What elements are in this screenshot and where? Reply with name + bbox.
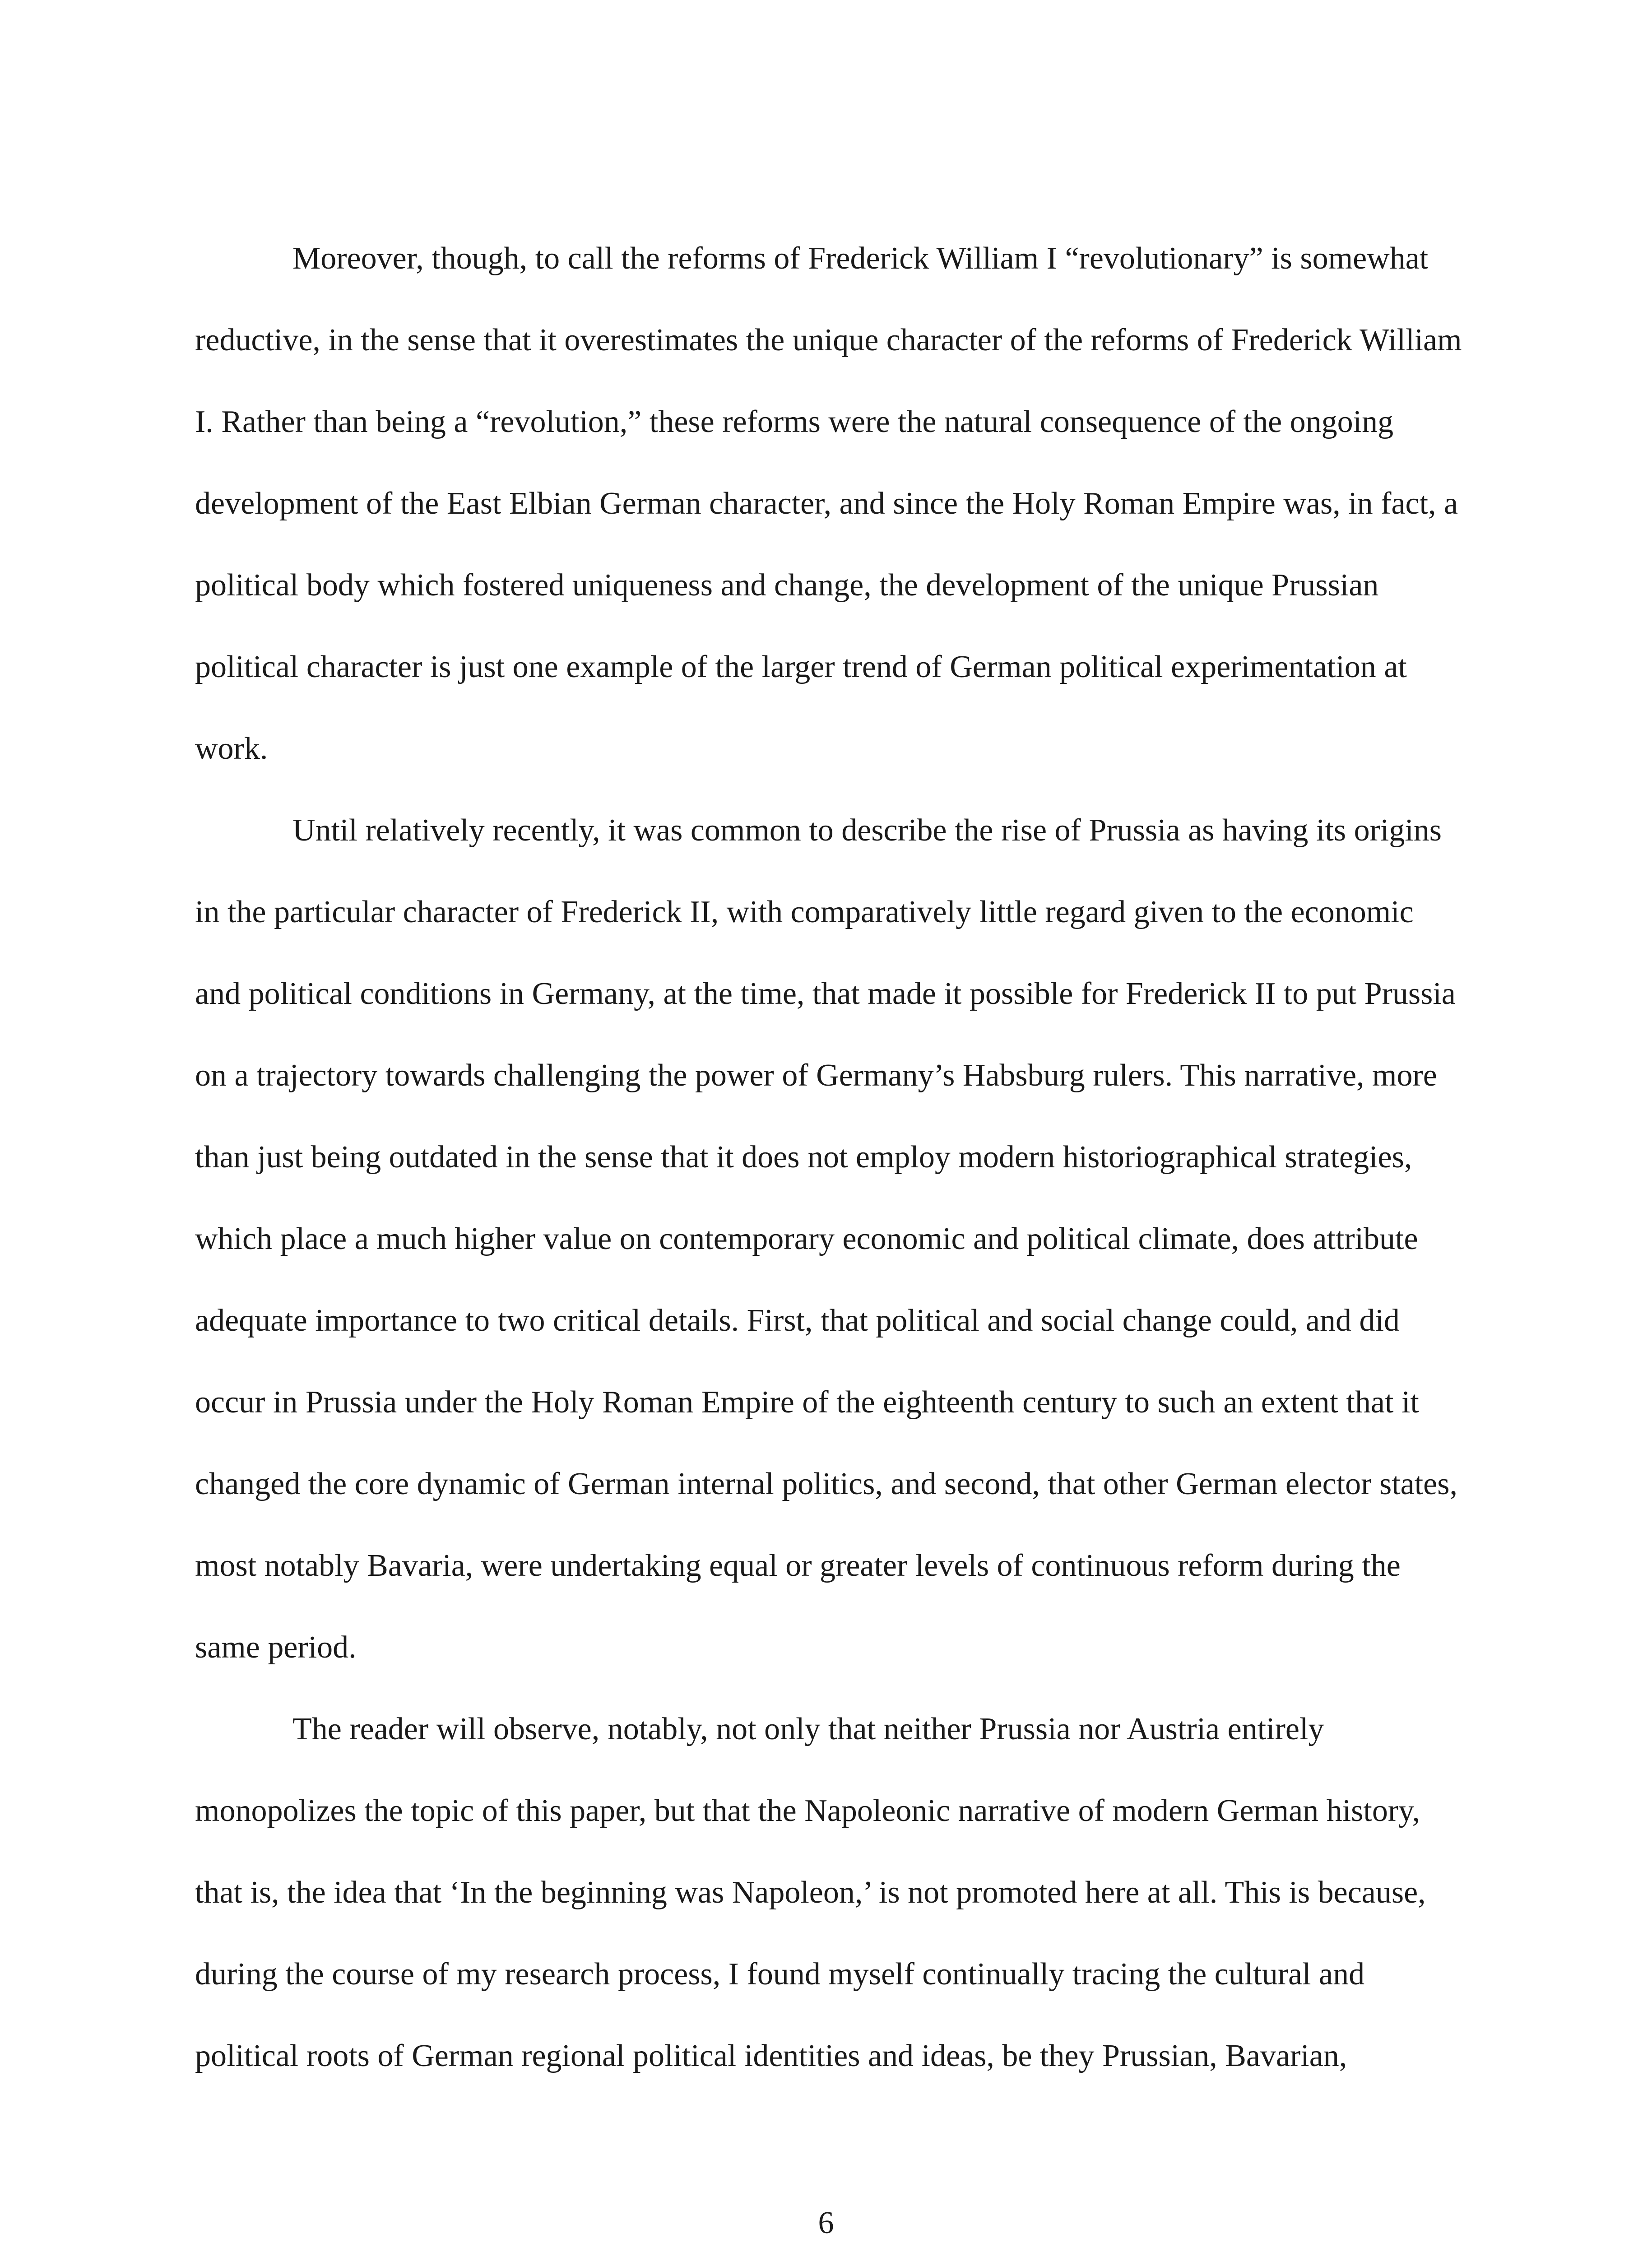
paragraph-1: Moreover, though, to call the reforms of Frederick William I “revolutionary” is somewhat reductive, in the sense that it overestimates the unique character of the reforms of Frederick William I. Rather than being a “revolution,” these reforms were the natural consequence of the ongoing development of the East Elbian German character, and since the Holy Roman Empire was, in fact, a political body which fostered uniqueness and change, the development of the unique Prussian political character is just one example of the larger trend of German political experimentation at work. [195,241,1462,766]
body-text [195,218,1463,2097]
page-number: 6 [818,2206,834,2240]
paragraph-3: The reader will observe, notably, not only that neither Prussia nor Austria entirely monopolizes the topic of this paper, but that the Napoleonic narrative of modern German history, that is, the idea that ‘In the beginning was Napoleon,’ is not promoted here at all. This is because, during the course of my research process, I found myself continually tracing the cultural and political roots of German regional political identities and ideas, be they Prussian, Bavarian, [195,1712,1426,2073]
paragraph-2: Until relatively recently, it was common to describe the rise of Prussia as having its origins in the particular character of Frederick II, with comparatively little regard given to the economic and political conditions in Germany, at the time, that made it possible for Frederick II to put Prussia on a trajectory towards challenging the power of Germany’s Habsburg rulers. This narrative, more than just being outdated in the sense that it does not employ modern historiographical strategies, which place a much higher value on contemporary economic and political climate, does attribute adequate importance to two critical details. First, that political and social change could, and did occur in Prussia under the Holy Roman Empire of the eighteenth century to such an extent that it changed the core dynamic of German internal politics, and second, that other German elector states, most notably Bavaria, were undertaking equal or greater levels of continuous reform during the same period. [195,813,1457,1665]
